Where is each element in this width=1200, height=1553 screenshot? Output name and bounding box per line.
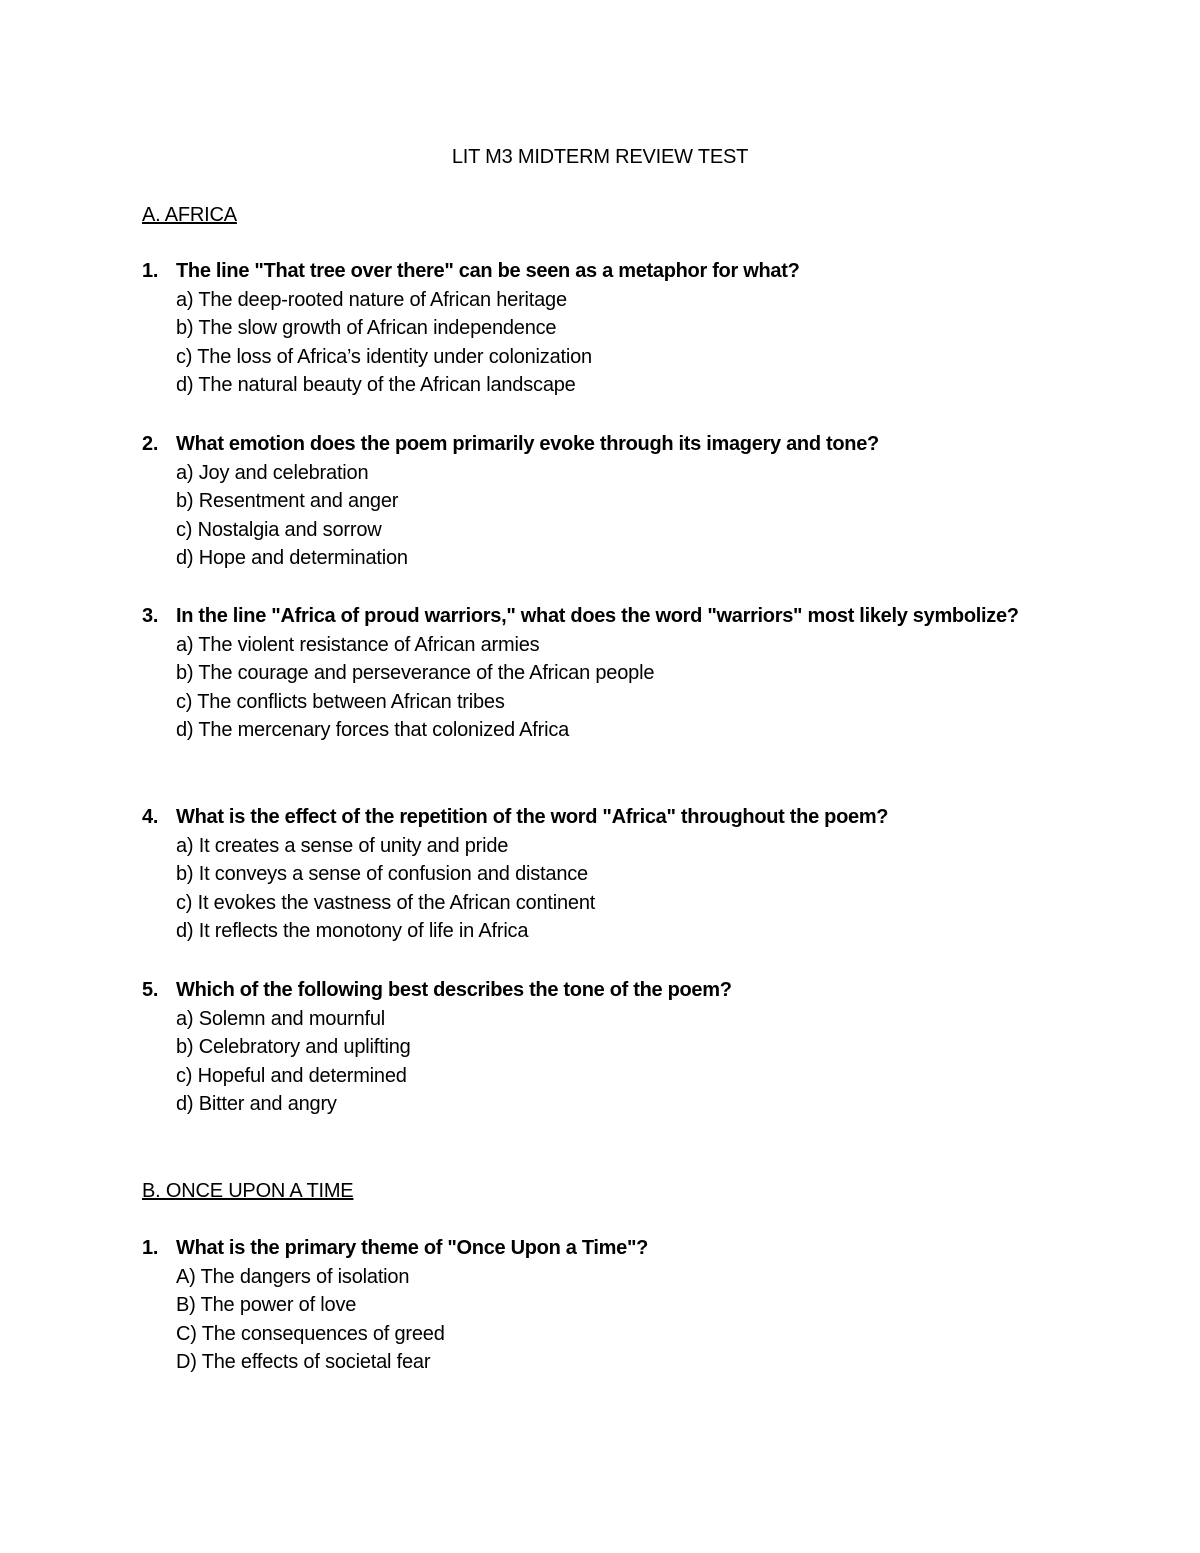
question-number: 3. <box>142 605 159 627</box>
option-c: c) It evokes the vastness of the African continent <box>176 891 596 914</box>
option-list <box>142 832 1042 946</box>
option-b: b) The courage and perseverance of the African people <box>176 662 655 685</box>
option-b: b) It conveys a sense of confusion and distance <box>176 863 588 886</box>
option-b: B) The power of love <box>176 1294 357 1317</box>
option-a: A) The dangers of isolation <box>176 1265 410 1288</box>
option-c: c) The conflicts between African tribes <box>176 690 505 713</box>
document-title: LIT M3 MIDTERM REVIEW TEST <box>451 146 749 168</box>
question-text: The line "That tree over there" can be seen as a metaphor for what? <box>176 260 800 282</box>
question-number: 1. <box>142 260 159 282</box>
question-number: 4. <box>142 806 159 828</box>
section-heading-once-upon-a-time: B. ONCE UPON A TIME <box>142 1180 354 1202</box>
option-a: a) The deep-rooted nature of African heritage <box>176 288 567 311</box>
question-a4 <box>142 803 1042 946</box>
option-b: b) Resentment and anger <box>176 490 399 513</box>
option-list <box>142 286 1042 400</box>
option-d: d) It reflects the monotony of life in Africa <box>176 920 529 943</box>
option-list <box>142 1005 1042 1119</box>
option-a: a) It creates a sense of unity and pride <box>176 834 509 857</box>
option-d: d) The mercenary forces that colonized Africa <box>176 719 570 742</box>
question-a5 <box>142 976 1042 1119</box>
option-d: d) Bitter and angry <box>176 1093 337 1116</box>
option-list <box>142 1263 1042 1377</box>
question-number: 5. <box>142 979 159 1001</box>
question-text: Which of the following best describes the tone of the poem? <box>176 979 732 1001</box>
option-b: b) Celebratory and uplifting <box>176 1036 411 1059</box>
option-a: a) Joy and celebration <box>176 461 369 484</box>
question-text: What is the primary theme of "Once Upon a Time"? <box>176 1237 649 1259</box>
question-text: In the line "Africa of proud warriors," what does the word "warriors" most likely symbolize? <box>176 605 1019 627</box>
option-d: D) The effects of societal fear <box>176 1351 431 1374</box>
option-c: C) The consequences of greed <box>176 1322 445 1345</box>
question-a3 <box>142 602 1042 745</box>
option-list <box>142 631 1042 745</box>
option-c: c) Hopeful and determined <box>176 1064 407 1087</box>
option-d: d) Hope and determination <box>176 547 408 570</box>
option-list <box>142 459 1042 573</box>
section-heading-africa: A. AFRICA <box>142 204 237 226</box>
option-a: a) The violent resistance of African armies <box>176 633 540 656</box>
question-number: 2. <box>142 433 159 455</box>
question-a2 <box>142 430 1042 573</box>
option-a: a) Solemn and mournful <box>176 1007 386 1030</box>
question-b1 <box>142 1234 1042 1377</box>
option-c: c) The loss of Africa’s identity under colonization <box>176 345 592 368</box>
option-c: c) Nostalgia and sorrow <box>176 518 382 541</box>
question-number: 1. <box>142 1237 159 1259</box>
option-d: d) The natural beauty of the African landscape <box>176 374 576 397</box>
question-text: What is the effect of the repetition of the word "Africa" throughout the poem? <box>176 806 889 828</box>
question-a1 <box>142 257 1042 400</box>
option-b: b) The slow growth of African independence <box>176 317 557 340</box>
question-text: What emotion does the poem primarily evoke through its imagery and tone? <box>176 433 879 455</box>
